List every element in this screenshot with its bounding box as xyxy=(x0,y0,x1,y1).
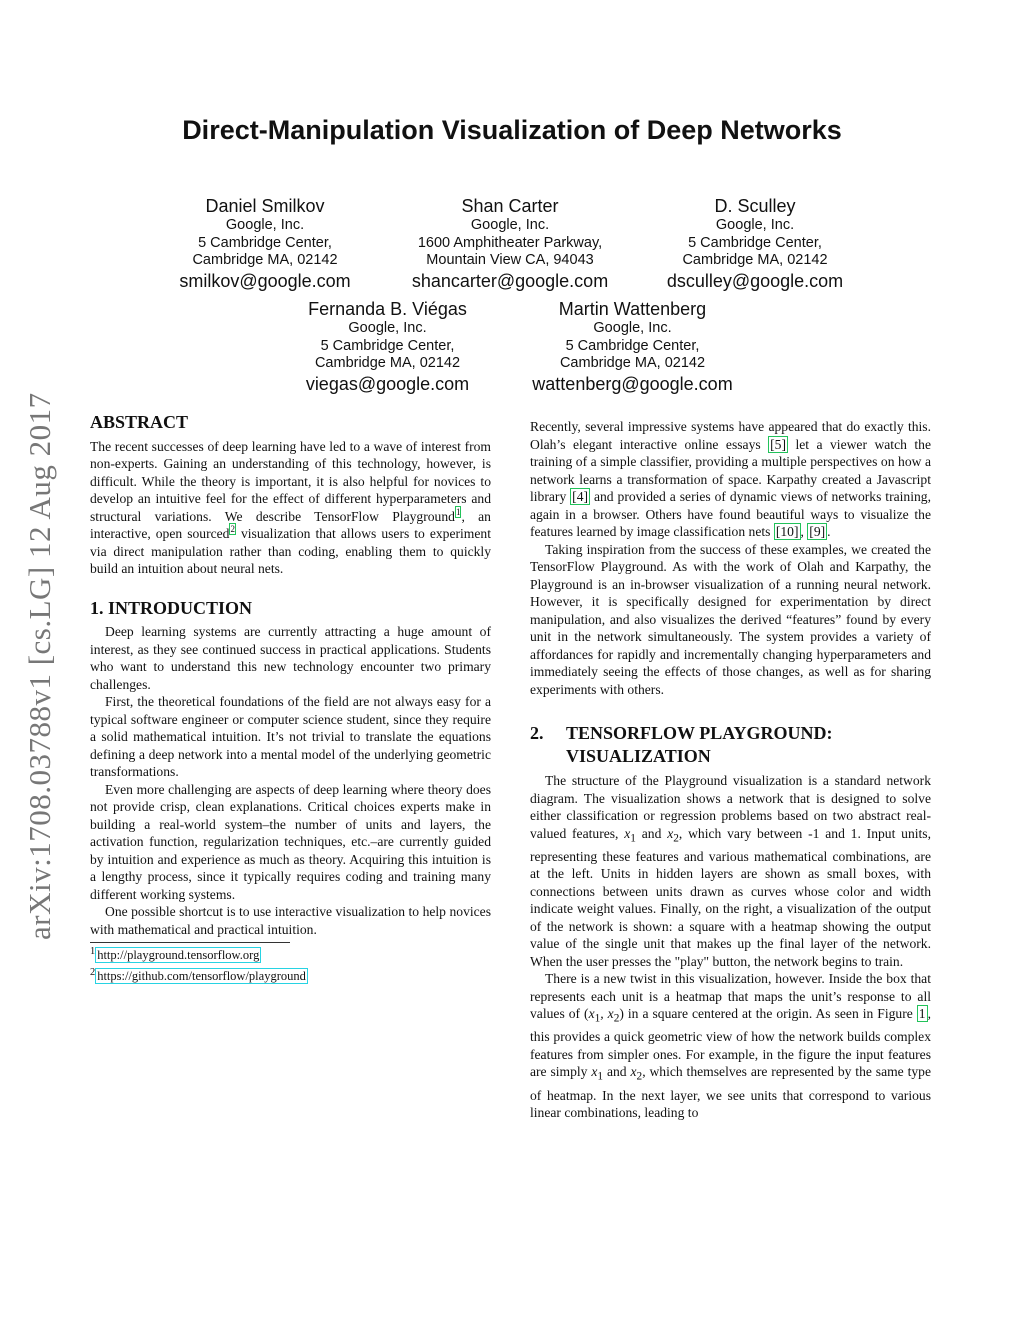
author-name: Shan Carter xyxy=(461,196,559,216)
footnote-marker[interactable]: 1 xyxy=(455,506,461,517)
author-email: smilkov@google.com xyxy=(179,270,351,291)
author-address: 1600 Amphitheater Parkway, xyxy=(417,234,603,251)
arxiv-stamp: arXiv:1708.03788v1 [cs.LG] 12 Aug 2017 xyxy=(22,392,57,940)
citation-link[interactable]: [5] xyxy=(770,436,786,452)
body-paragraph: There is a new twist in this visualization, however. Inside the box that represents each unit is a heatmap that maps the unit’s response to all values of ($x_1$, $x_2$) in a square centered at the origin. As seen in Figure 1 , this provides a quick geometric view of how the network builds complex features from simpler ones. For example, in the figure the input features are simply $x_1$ and $x_2$, which themselves are represented by the same type of heatmap. In the next layer, we see units that correspond to various linear combinations, leading to xyxy=(530,971,931,1121)
author-name: D. Sculley xyxy=(714,196,796,216)
section-heading: 2. TENSORFLOW PLAYGROUND: VISUALIZATION xyxy=(530,723,833,766)
citation-link[interactable]: [4] xyxy=(572,489,589,504)
body-paragraph: Recently, several impressive systems have appeared that do exactly this. Olah’s elegant interactive online essays [5] let a viewer watch the training of a simple classifier, providing a multiple perspectives on how a network learns a transformation of space. Karpathy created a Javascript library [4] and provided a series of dynamic views of networks training, again in a browser. Others have found beautiful ways to visualize the features learned by image classification nets [10] , [9] . xyxy=(530,419,931,539)
author-address: Mountain View CA, 94043 xyxy=(426,252,594,268)
author-card xyxy=(160,195,370,292)
body-paragraph: The structure of the Playground visualization is a standard network diagram. The visualization shows a network that is designed to solve either classification or regression problems based on two abstract real-valued features, $x_1$ and $x_2$, which vary between -1 and 1. Input units, representing these features and various mathematical combinations, are at the left. Units in hidden layers are shown as small boxes, with connections between units drawn as curves whose color and width indicate weight values. Finally, on the right, a visualization of the output of the network is shown: a square with a heatmap showing the output value of the single unit that makes up the final layer of the network. When the user presses the "play" button, the network begins to train. xyxy=(530,773,931,969)
author-card xyxy=(515,298,750,395)
author-name: Martin Wattenberg xyxy=(558,299,707,319)
intro-paragraph: One possible shortcut is to use interactive visualization to help novices with mathematical and practical intuition. xyxy=(90,904,491,937)
author-name: Daniel Smilkov xyxy=(205,196,325,216)
footnote-marker[interactable]: 2 xyxy=(230,524,235,535)
author-address: 5 Cambridge Center, xyxy=(198,234,332,251)
author-card xyxy=(285,298,490,395)
author-email: viegas@google.com xyxy=(305,373,470,394)
author-email: shancarter@google.com xyxy=(411,270,609,291)
author-address: 5 Cambridge Center, xyxy=(565,337,700,354)
figure-link[interactable]: 1 xyxy=(918,1006,926,1022)
author-org: Google, Inc. xyxy=(225,217,305,233)
intro-paragraph: Deep learning systems are currently attracting a huge amount of interest, as they see continued success in practical applications. Students who want to understand this new technology encounter two primary challenges. xyxy=(90,624,491,692)
author-org: Google, Inc. xyxy=(348,320,427,336)
author-org: Google, Inc. xyxy=(593,320,672,336)
footnote-link[interactable]: https://github.com/tensorflow/playground xyxy=(97,969,306,984)
author-card xyxy=(650,195,860,292)
citation-link[interactable]: [9] xyxy=(809,524,826,539)
author-address: 5 Cambridge Center, xyxy=(320,337,455,354)
intro-heading: 1. INTRODUCTION xyxy=(90,597,253,618)
intro-paragraph: First, the theoretical foundations of the field are not always easy for a typical software engineer or computer science student, since they require a solid mathematical intuition. It’s not trivial to translate the equations defining a deep network into a mental model of the underlying geometric transformations. xyxy=(90,694,491,779)
abstract-text: The recent successes of deep learning have led to a wave of interest from non-experts. Gaining an understanding of this technology, however, is difficult. While the theory is important, it is also helpful for novices to develop an intuitive feel for the effect of different hyperparameters and structural variations. We describe TensorFlow Playground$^1$, an interactive, open sourced$^2$ visualization that allows users to experiment via direct manipulation rather than coding, enabling them to quickly build an intuition about neural nets. xyxy=(90,438,491,576)
author-address: Cambridge MA, 02142 xyxy=(192,252,338,268)
paper-title: Direct-Manipulation Visualization of Deep Networks xyxy=(182,115,842,145)
citation-link[interactable]: [10] xyxy=(775,524,799,539)
author-name: Fernanda B. Viégas xyxy=(308,299,467,319)
footnote: $^2$ https://github.com/tensorflow/playground xyxy=(90,967,306,984)
author-address: Cambridge MA, 02142 xyxy=(559,355,706,371)
intro-paragraph: Even more challenging are aspects of deep learning where theory does not provide crisp, clean explanations. Critical choices experts make in building a real-world system–the number of units and layers, the activation function, regularization techniques, etc.–are currently guided by intuition and experience as much as theory. Acquiring this intuition is a lengthy process, since it typically requires coding and training many different working systems. xyxy=(90,781,491,902)
footnote: $^1$ http://playground.tensorflow.org xyxy=(90,946,260,963)
author-card xyxy=(390,195,630,292)
footnote-link[interactable]: http://playground.tensorflow.org xyxy=(97,948,260,963)
right-column xyxy=(530,418,931,1122)
author-org: Google, Inc. xyxy=(470,217,550,233)
author-address: Cambridge MA, 02142 xyxy=(314,355,461,371)
author-email: wattenberg@google.com xyxy=(532,373,733,394)
author-email: dsculley@google.com xyxy=(666,270,844,291)
author-address: 5 Cambridge Center, xyxy=(688,234,822,251)
abstract-heading: ABSTRACT xyxy=(90,412,189,432)
author-org: Google, Inc. xyxy=(715,217,795,233)
left-column xyxy=(90,414,491,985)
author-address: Cambridge MA, 02142 xyxy=(682,252,828,268)
body-paragraph: Taking inspiration from the success of these examples, we created the TensorFlow Playground. As with the work of Olah and Karpathy, the Playground is an in-browser visualization of a running neural network. However, it is specifically designed for experimentation by direct manipulation, and also visualizes the derived “features” found by every unit in the network simultaneously. The system provides a variety of affordances for rapidly and incrementally changing hyperparameters and immediately seeing the effects of those changes, as well as for sharing experiments with others. xyxy=(530,541,931,697)
